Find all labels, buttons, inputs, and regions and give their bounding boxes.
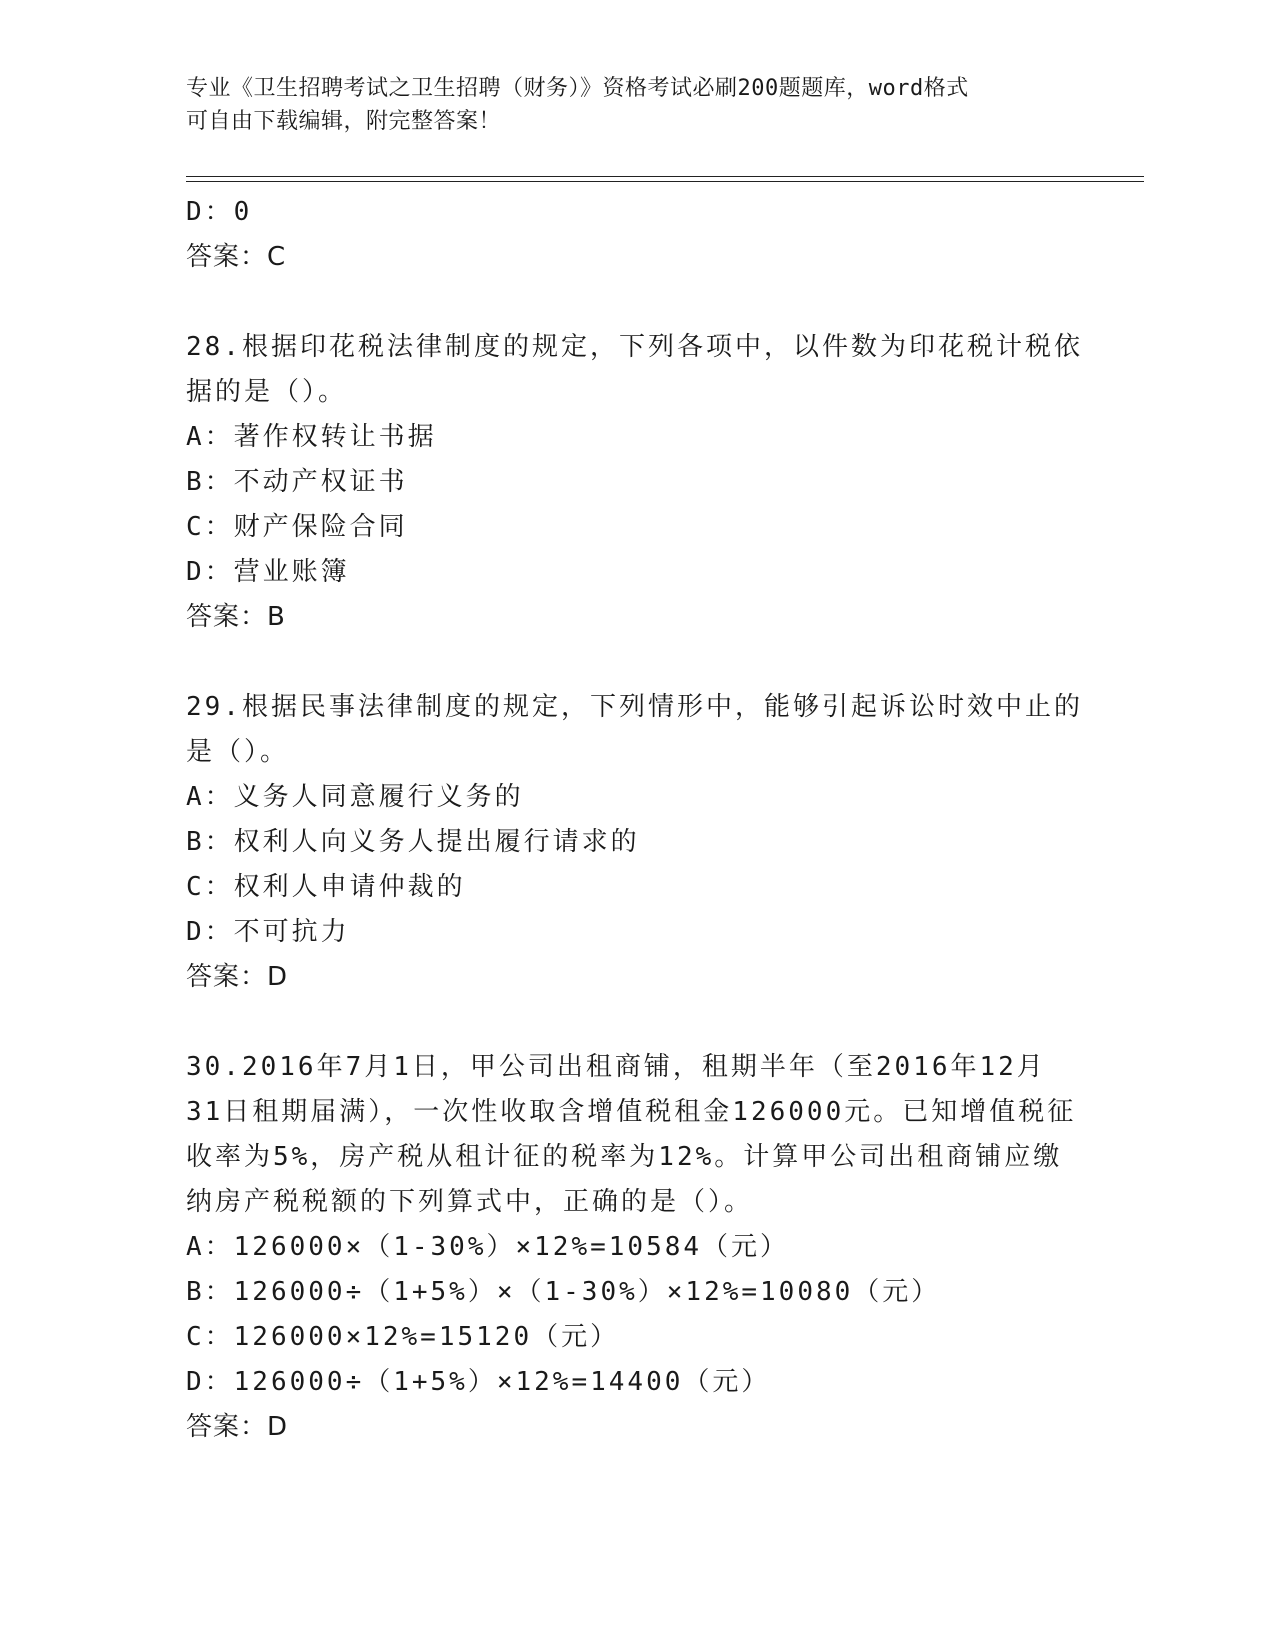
answer: 答案：D xyxy=(186,1412,289,1442)
option-a: A：126000×（1-30%）×12%=10584（元） xyxy=(186,1232,790,1262)
prev-answer: 答案：C xyxy=(186,242,287,272)
option-c: C：权利人申请仲裁的 xyxy=(186,872,466,902)
question-29 xyxy=(186,685,1086,1000)
prev-option-d: D：0 xyxy=(186,197,253,227)
option-b: B：不动产权证书 xyxy=(186,467,408,497)
option-c: C：财产保险合同 xyxy=(186,512,408,542)
option-a: A：义务人同意履行义务的 xyxy=(186,782,524,812)
document-header xyxy=(186,72,1086,138)
header-line-2: 可自由下载编辑，附完整答案！ xyxy=(186,109,502,134)
question-stem-line: 29.根据民事法律制度的规定，下列情形中，能够引起诉讼时效中止的 xyxy=(186,692,1083,722)
option-a: A：著作权转让书据 xyxy=(186,422,437,452)
option-c: C：126000×12%=15120（元） xyxy=(186,1322,620,1352)
answer: 答案：D xyxy=(186,962,289,992)
option-d: D：126000÷（1+5%）×12%=14400（元） xyxy=(186,1367,771,1397)
question-stem-line: 收率为5%，房产税从租计征的税率为12%。计算甲公司出租商铺应缴 xyxy=(186,1142,1063,1172)
header-line-1: 专业《卫生招聘考试之卫生招聘（财务）》资格考试必刷200题题库，word格式 xyxy=(186,76,969,101)
header-rule-bottom xyxy=(186,181,1144,182)
question-stem-line: 28.根据印花税法律制度的规定，下列各项中，以件数为印花税计税依 xyxy=(186,332,1083,362)
header-rule-top xyxy=(186,176,1144,177)
option-b: B：126000÷（1+5%）×（1-30%）×12%=10080（元） xyxy=(186,1277,941,1307)
question-28 xyxy=(186,325,1086,640)
question-stem-line: 据的是（）。 xyxy=(186,377,348,407)
spacer xyxy=(186,640,1086,685)
option-d: D：营业账簿 xyxy=(186,557,350,587)
question-stem-line: 31日租期届满），一次性收取含增值税租金126000元。已知增值税征 xyxy=(186,1097,1077,1127)
spacer xyxy=(186,1000,1086,1045)
document-body xyxy=(186,190,1086,1450)
option-d: D：不可抗力 xyxy=(186,917,350,947)
question-stem-line: 30.2016年7月1日，甲公司出租商铺，租期半年（至2016年12月 xyxy=(186,1052,1046,1082)
question-stem-line: 纳房产税税额的下列算式中，正确的是（）。 xyxy=(186,1187,754,1217)
question-stem-line: 是（）。 xyxy=(186,737,290,767)
option-b: B：权利人向义务人提出履行请求的 xyxy=(186,827,640,857)
spacer xyxy=(186,280,1086,325)
answer: 答案：B xyxy=(186,602,286,632)
question-30 xyxy=(186,1045,1086,1450)
